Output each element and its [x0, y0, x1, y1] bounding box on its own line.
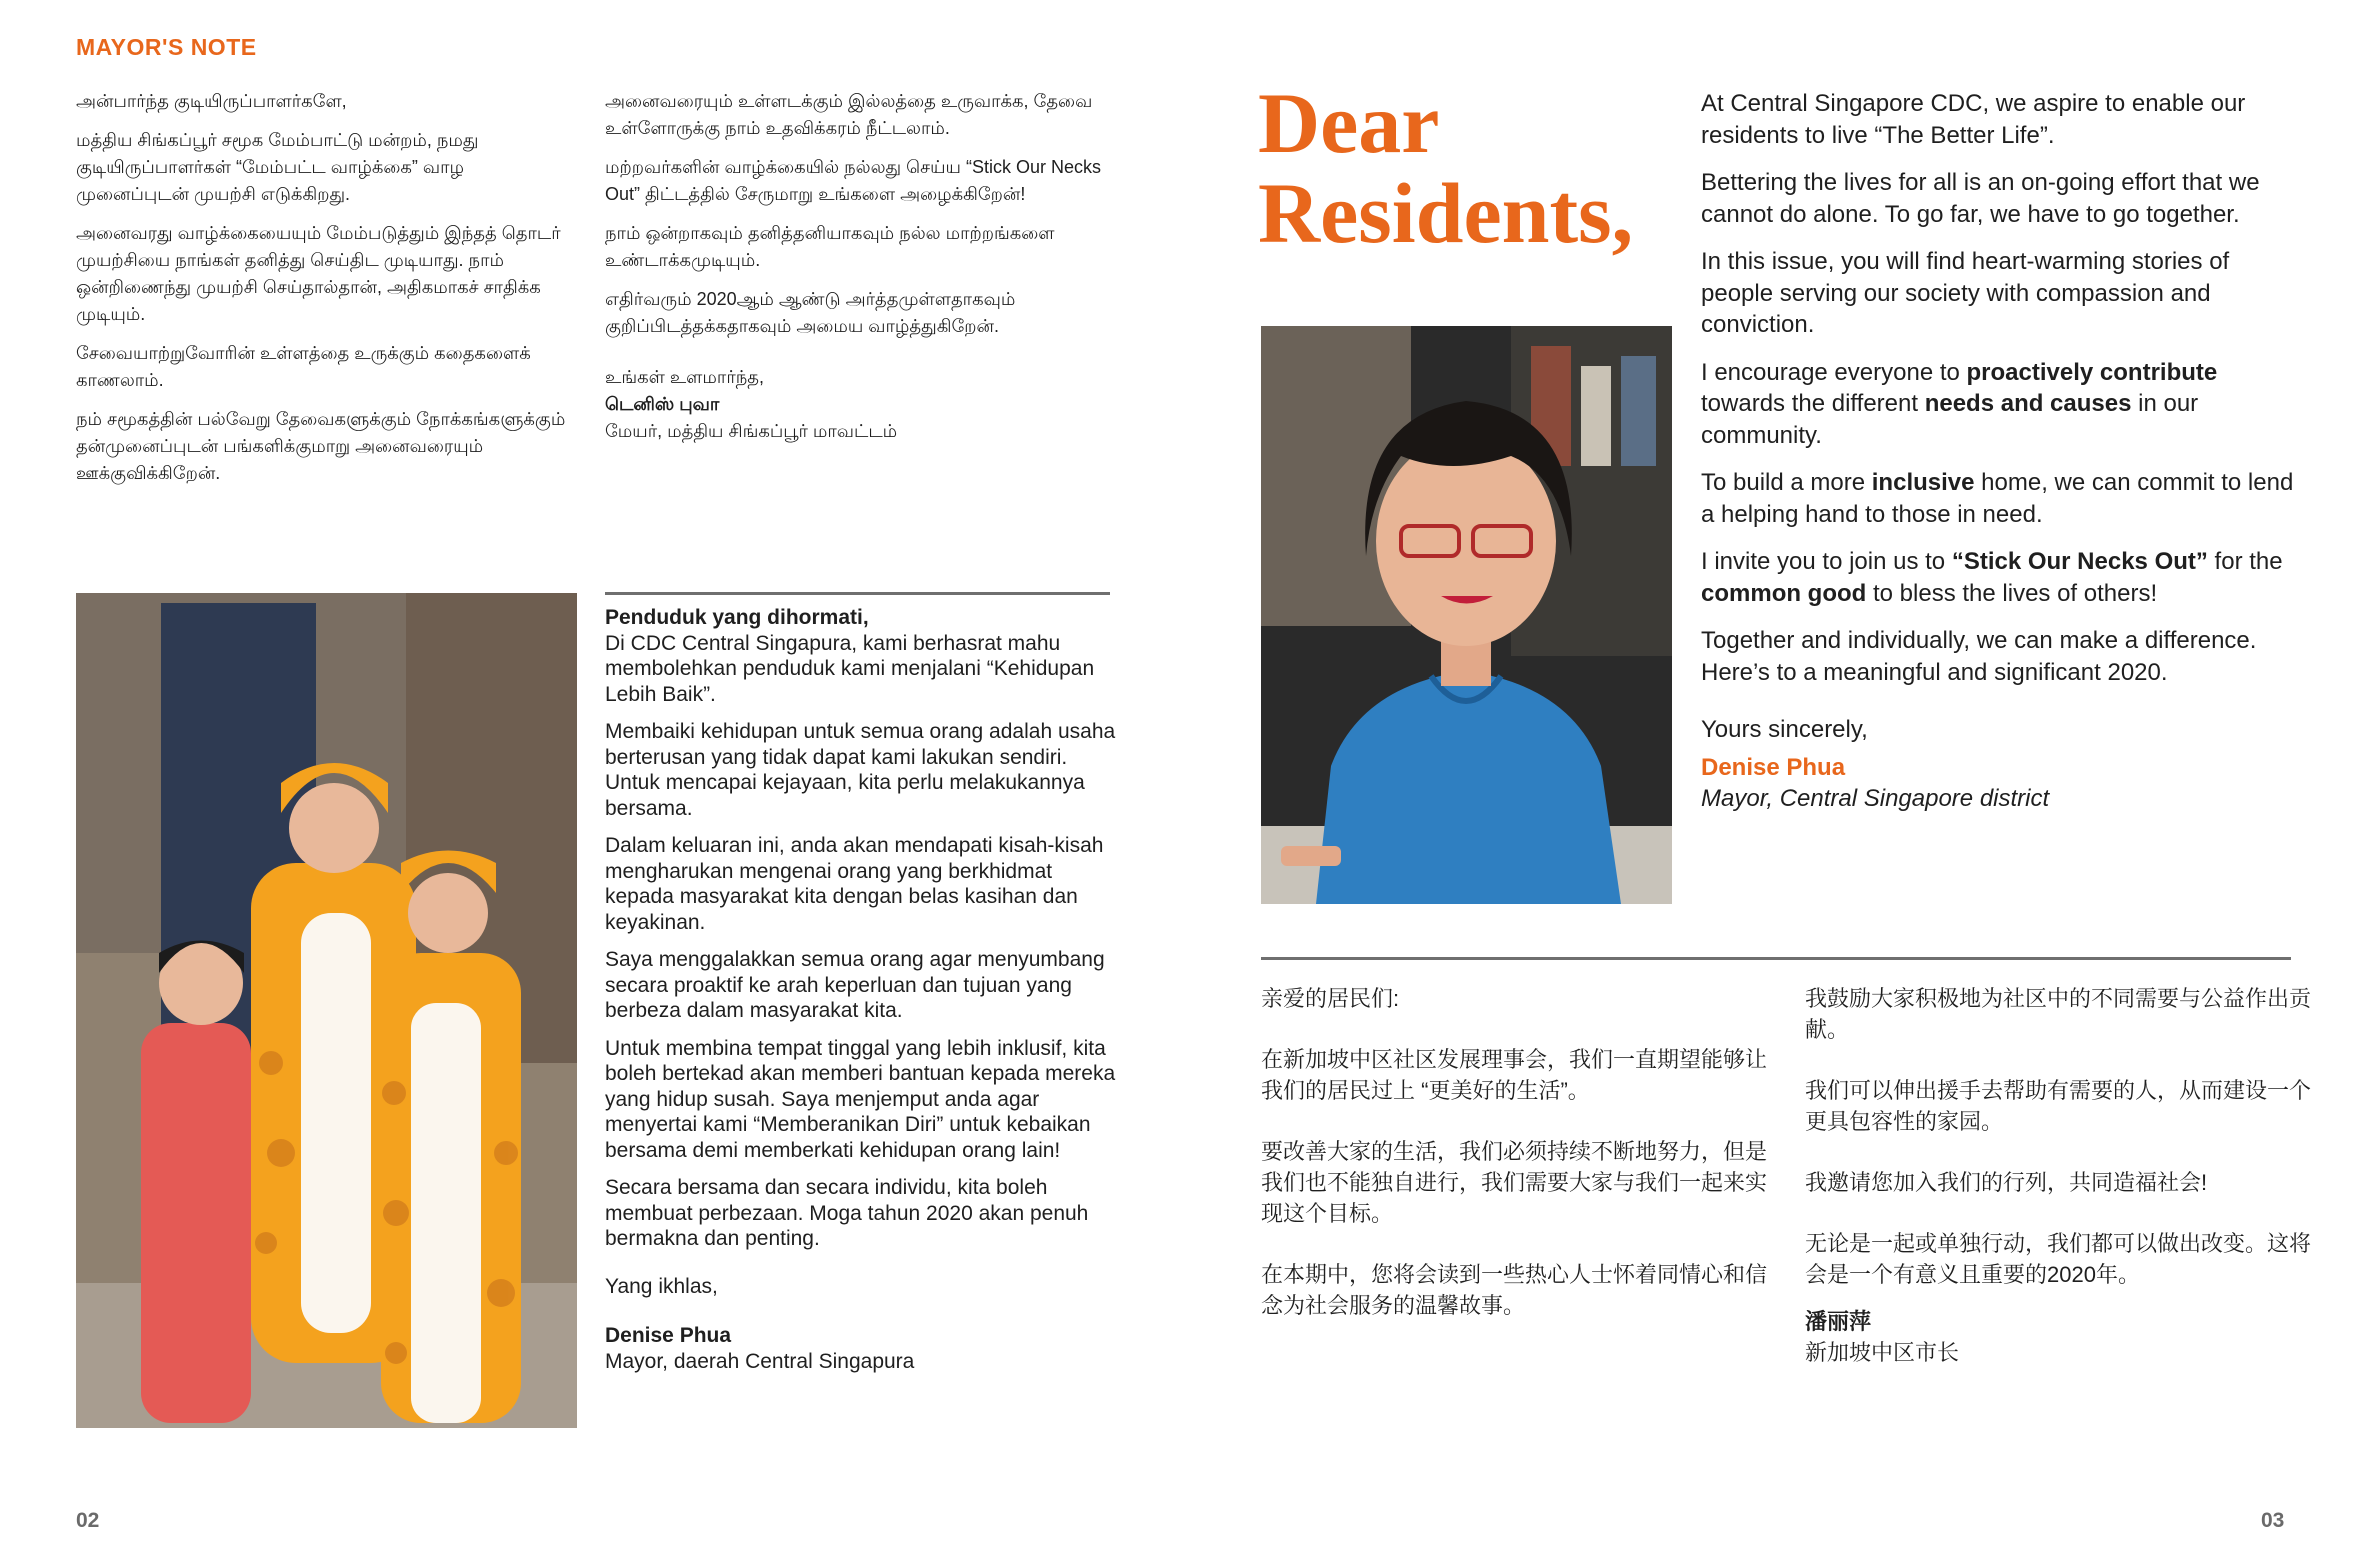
tamil-paragraph: மற்றவர்களின் வாழ்க்கையில் நல்லது செய்ய “Stick Our Necks Out” திட்டத்தில் சேருமாறு உங்களை அழைக்கிறேன்! — [605, 157, 1101, 204]
english-paragraph: Together and individually, we can make a difference. Here’s to a meaningful and significant 2020. — [1701, 627, 2257, 686]
english-paragraph: To build a more inclusive home, we can commit to lend a helping hand to those in need. — [1701, 469, 2294, 528]
divider-rule — [605, 592, 1110, 595]
english-paragraph: In this issue, you will find heart-warming stories of people serving our society with compassion and conviction. — [1701, 248, 2230, 338]
english-paragraph: Bettering the lives for all is an on-going effort that we cannot do alone. To go far, we have to go together. — [1701, 169, 2260, 228]
chinese-paragraph: 无论是一起或单独行动，我们都可以做出改变。这将会是一个有意义且重要的2020年。 — [1805, 1231, 2312, 1287]
tamil-paragraph: நாம் ஒன்றாகவும் தனித்தனியாகவும் நல்ல மாற்றங்களை உண்டாக்கமுடியும். — [605, 223, 1055, 270]
malay-paragraph: Secara bersama dan secara individu, kita boleh membuat perbezaan. Moga tahun 2020 akan penuh bermakna dan penting. — [605, 1176, 1089, 1250]
mayor-portrait-photo — [1261, 326, 1672, 904]
english-column — [1701, 88, 2301, 831]
malay-paragraph: Dalam keluaran ini, anda akan mendapati kisah-kisah mengharukan mengenai orang yang berkhidmat kepada masyarakat kita dengan belas kasihan dan keyakinan. — [605, 834, 1104, 934]
section-label: MAYOR'S NOTE — [76, 34, 257, 60]
heading-line: Residents, — [1258, 165, 1634, 261]
tamil-column-1 — [76, 88, 581, 499]
malay-closing: Yang ikhlas, — [605, 1274, 718, 1298]
english-paragraph: At Central Singapore CDC, we aspire to enable our residents to live “The Better Life”. — [1701, 90, 2246, 149]
page-heading — [1258, 75, 1634, 261]
chinese-paragraph: 我邀请您加入我们的行列，共同造福社会! — [1805, 1170, 2208, 1195]
chinese-paragraph: 在新加坡中区社区发展理事会，我们一直期望能够让我们的居民过上 “更美好的生活”。 — [1261, 1047, 1768, 1103]
tamil-paragraph: அன்பார்ந்த குடியிருப்பாளர்களே, — [76, 91, 347, 111]
chinese-paragraph: 我们可以伸出援手去帮助有需要的人，从而建设一个更具包容性的家园。 — [1805, 1078, 2312, 1134]
tamil-paragraph: அனைவரது வாழ்க்கையையும் மேம்படுத்தும் இந்தத் தொடர் முயற்சியை நாங்கள் தனித்து செய்திட முடியாது. நாம் ஒன்றிணைந்து முயற்சி செய்தால்தான், அதிகமாகச் சாதிக்க முடியும். — [76, 223, 561, 324]
tamil-paragraph: நம் சமூகத்தின் பல்வேறு தேவைகளுக்கும் நோக்கங்களுக்கும் தன்முனைப்புடன் பங்களிக்குமாறு அனைவரையும் ஊக்குவிக்கிறேன். — [76, 409, 566, 483]
tamil-paragraph: மத்திய சிங்கப்பூர் சமூக மேம்பாட்டு மன்றம், நமது குடியிருப்பாளர்கள் “மேம்பட்ட வாழ்க்கை” வாழ முனைப்புடன் முயற்சி எடுக்கிறது. — [76, 130, 479, 204]
page-number-left: 02 — [76, 1509, 100, 1532]
divider-rule — [1261, 957, 2291, 960]
english-signature-title: Mayor, Central Singapore district — [1701, 785, 2050, 812]
malay-signature-name: Denise Phua — [605, 1324, 732, 1347]
chinese-paragraph: 亲爱的居民们: — [1261, 986, 1400, 1011]
family-photo — [76, 593, 577, 1428]
english-closing: Yours sincerely, — [1701, 716, 1868, 743]
malay-paragraph: Saya menggalakkan semua orang agar menyumbang secara proaktif ke arah keperluan dan tujuan yang berbeza dalam masyarakat kita. — [605, 948, 1105, 1022]
tamil-paragraph: சேவையாற்றுவோரின் உள்ளத்தை உருக்கும் கதைகளைக் காணலாம். — [76, 343, 531, 390]
tamil-closing: உங்கள் உளமார்ந்த, — [605, 367, 764, 387]
chinese-signature-name: 潘丽萍 — [1805, 1309, 1872, 1334]
chinese-column-1 — [1261, 983, 1781, 1351]
tamil-column-2 — [605, 88, 1110, 457]
english-paragraph: I encourage everyone to proactively contribute towards the different needs and causes in our community. — [1701, 358, 2218, 449]
malay-paragraph: Membaiki kehidupan untuk semua orang adalah usaha berterusan yang tidak dapat kami lakukan sendiri. Untuk mencapai kejayaan, kita perlu melakukannya bersama. — [605, 720, 1116, 820]
heading-line: Dear — [1258, 75, 1440, 171]
malay-paragraph: Di CDC Central Singapura, kami berhasrat mahu membolehkan penduduk kami menjalani “Kehidupan Lebih Baik”. — [605, 631, 1095, 706]
chinese-paragraph: 在本期中，您将会读到一些热心人士怀着同情心和信念为社会服务的温馨故事。 — [1261, 1262, 1768, 1318]
english-signature-name: Denise Phua — [1701, 753, 1846, 781]
malay-signature-title: Mayor, daerah Central Singapura — [605, 1349, 915, 1373]
malay-column — [605, 605, 1125, 1386]
chinese-column-2 — [1805, 983, 2325, 1398]
tamil-paragraph: எதிர்வரும் 2020ஆம் ஆண்டு அர்த்தமுள்ளதாகவும் குறிப்பிடத்தக்கதாகவும் அமைய வாழ்த்துகிறேன். — [605, 289, 1016, 336]
english-paragraph: I invite you to join us to “Stick Our Necks Out” for the common good to bless the lives of others! — [1701, 548, 2283, 607]
page-number-right: 03 — [2261, 1509, 2285, 1532]
malay-paragraph: Untuk membina tempat tinggal yang lebih inklusif, kita boleh bertekad akan memberi bantuan kepada mereka yang hidup susah. Saya menjemput anda agar menyertai kami “Memberanikan Diri” untuk kebaikan bersama demi memberkati kehidupan orang lain! — [605, 1036, 1116, 1162]
tamil-paragraph: அனைவரையும் உள்ளடக்கும் இல்லத்தை உருவாக்க, தேவை உள்ளோருக்கு நாம் உதவிக்கரம் நீட்டலாம். — [605, 91, 1093, 138]
chinese-signature-title: 新加坡中区市长 — [1805, 1340, 1960, 1365]
tamil-signature-name: டெனிஸ் புவா — [605, 394, 720, 414]
tamil-signature-title: மேயர், மத்திய சிங்கப்பூர் மாவட்டம் — [605, 421, 898, 441]
chinese-paragraph: 要改善大家的生活，我们必须持续不断地努力，但是我们也不能独自进行，我们需要大家与我们一起来实现这个目标。 — [1261, 1139, 1768, 1226]
chinese-paragraph: 我鼓励大家积极地为社区中的不同需要与公益作出贡献。 — [1805, 986, 2312, 1042]
malay-greeting: Penduduk yang dihormati, — [605, 606, 869, 629]
